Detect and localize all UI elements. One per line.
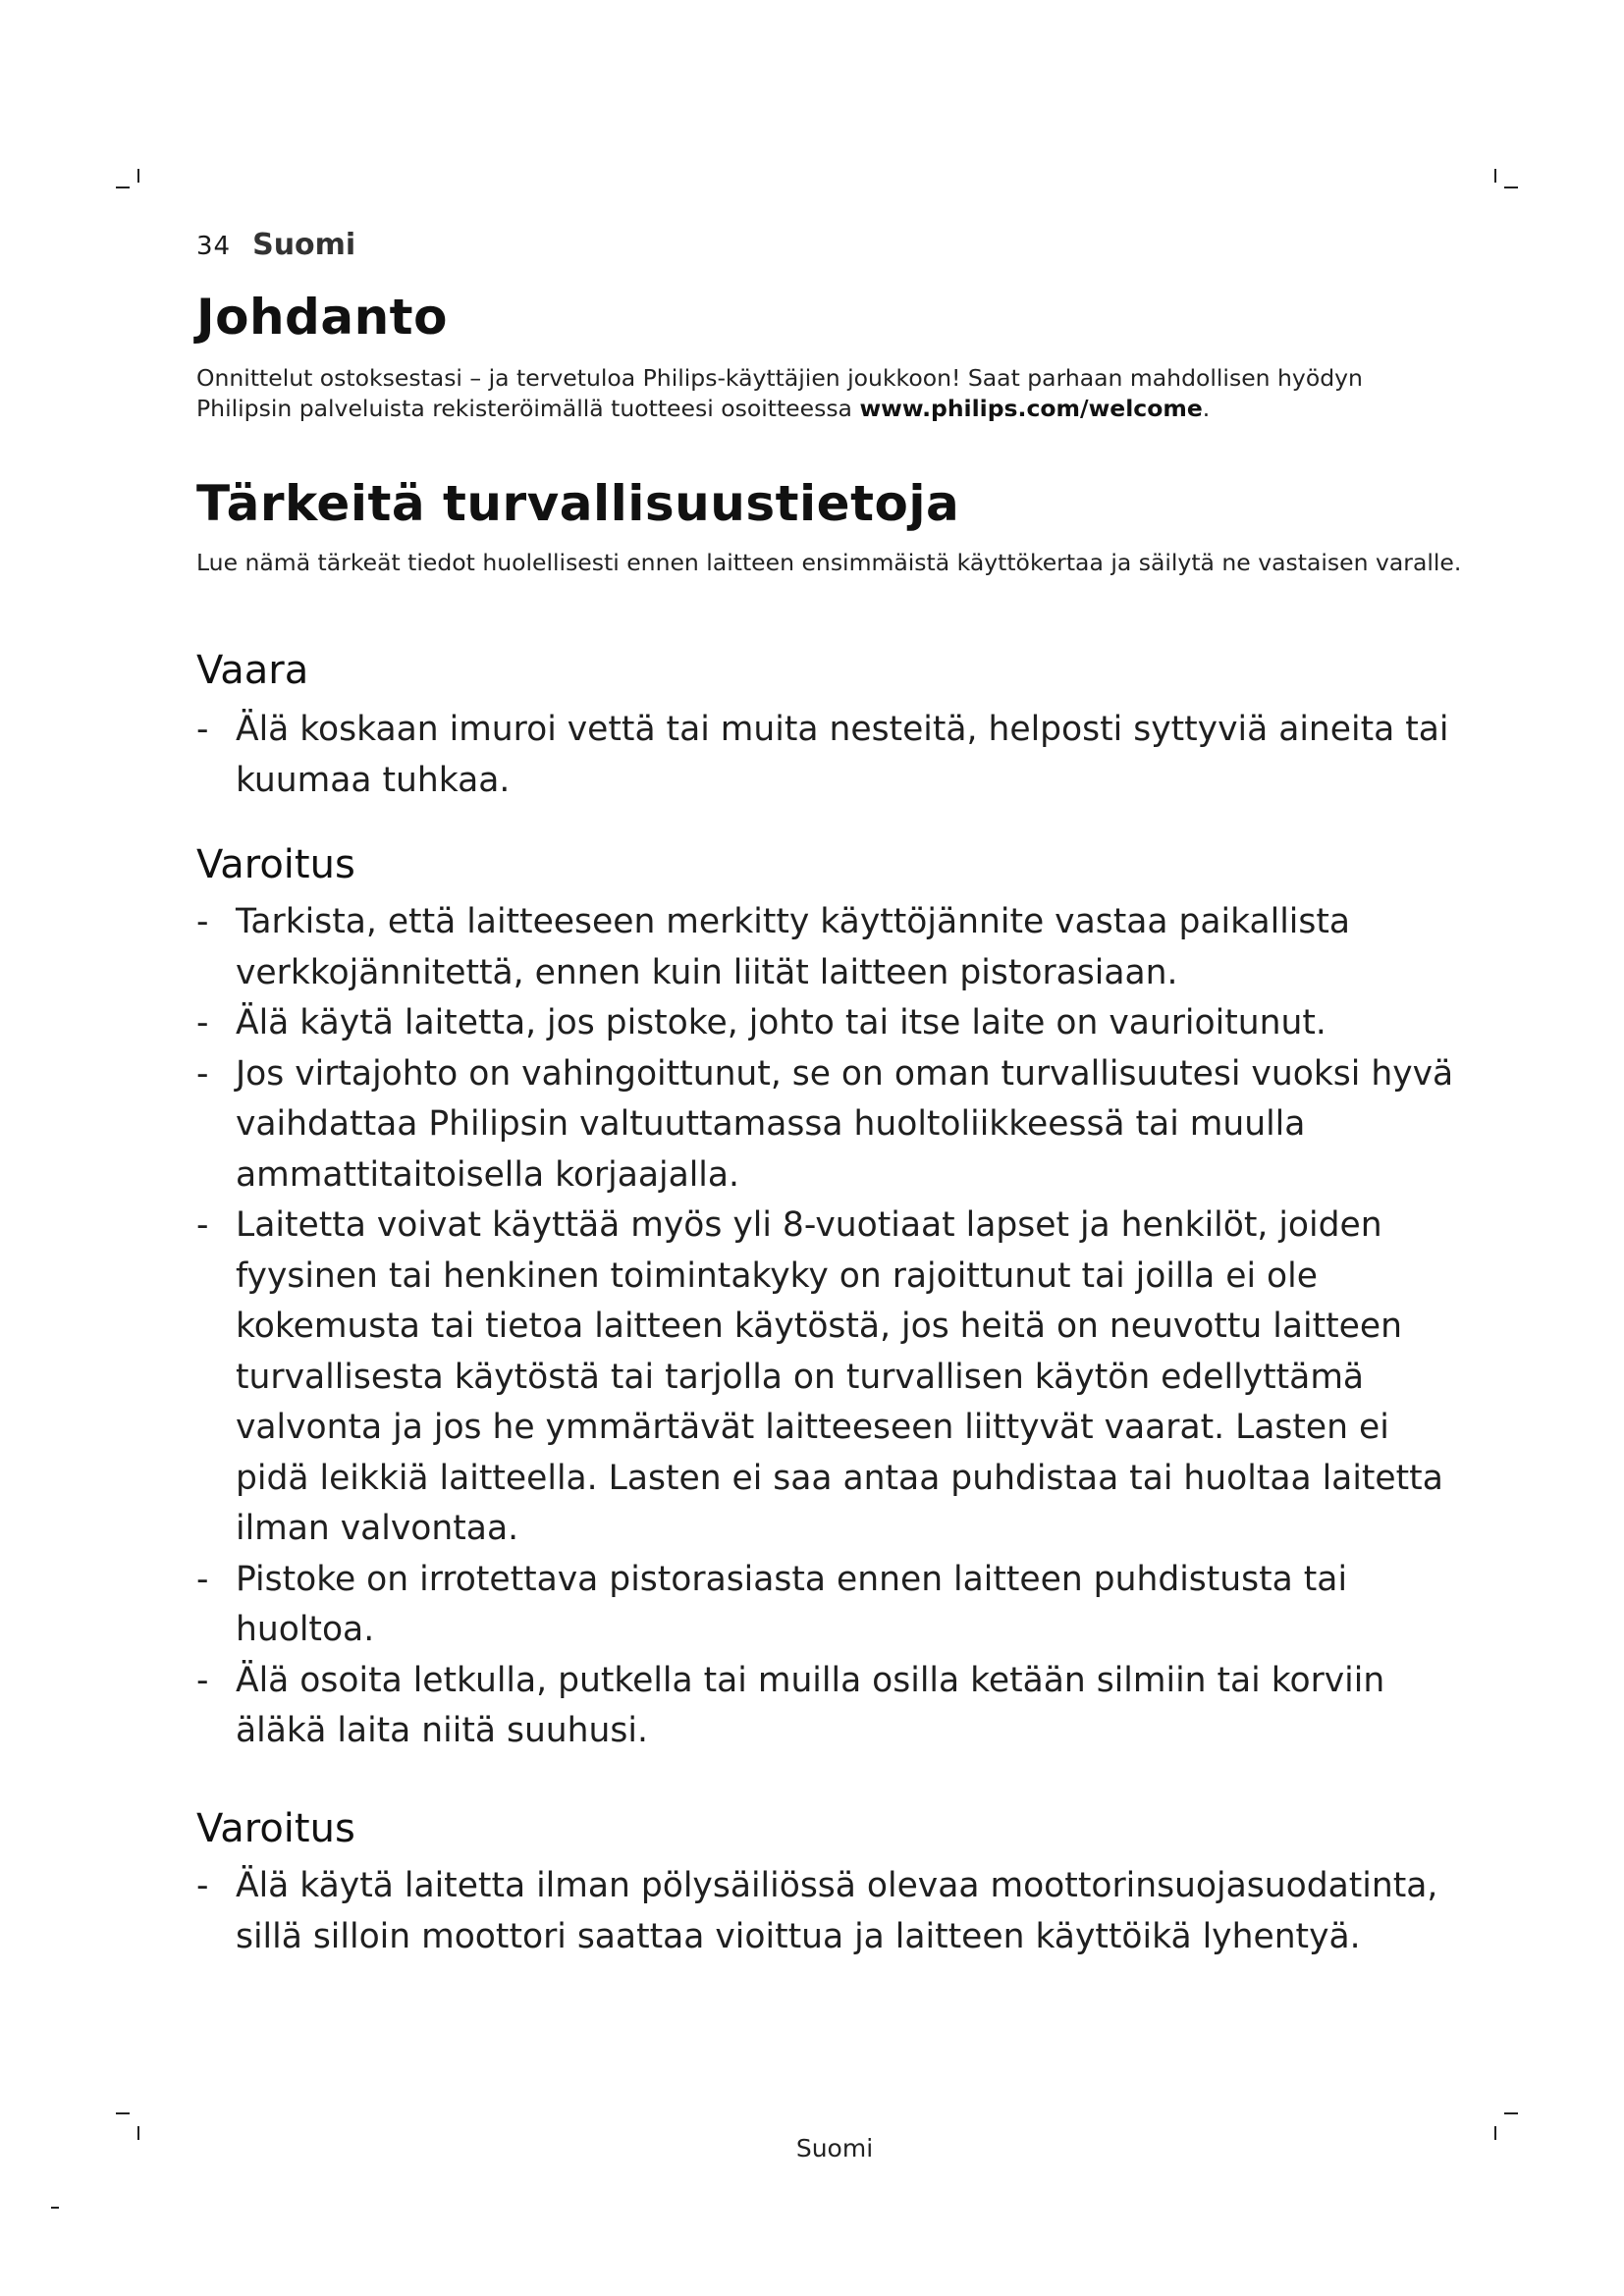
bullet-dash: -: [196, 1866, 209, 1905]
list-item: [196, 1049, 1473, 1201]
list-item: [196, 998, 1473, 1049]
bullet-dash: -: [196, 1660, 209, 1700]
crop-mark: [116, 2112, 130, 2114]
warning-list: [196, 897, 1473, 1757]
crop-mark: [1494, 2126, 1496, 2140]
safety-intro: Lue nämä tärkeät tiedot huolellisesti ennen laitteen ensimmäistä käyttökertaa ja säilytä ne vastaisen varalle.: [196, 549, 1462, 576]
safety-title: Tärkeitä turvallisuustietoja: [196, 475, 960, 532]
crop-mark: [137, 169, 139, 183]
list-item-text: Älä osoita letkulla, putkella tai muilla osilla ketään silmiin tai korviin äläkä laita niitä suuhusi.: [236, 1660, 1385, 1750]
intro-paragraph: [196, 363, 1463, 424]
crop-mark: [1504, 187, 1518, 188]
welcome-link[interactable]: www.philips.com/welcome: [859, 395, 1203, 422]
list-item: [196, 1656, 1473, 1757]
crop-mark: [137, 2126, 139, 2140]
intro-title: Johdanto: [196, 289, 448, 346]
caution-heading: Varoitus: [196, 1806, 355, 1851]
list-item-text: Älä koskaan imuroi vettä tai muita nesteitä, helposti syttyviä aineita tai kuumaa tuhkaa.: [236, 710, 1449, 800]
intro-text: Onnittelut ostoksestasi – ja tervetuloa Philips-käyttäjien joukkoon! Saat parhaan mahdollisen hyödyn Philipsin palveluista rekisteröimällä tuotteesi osoitteessa: [196, 364, 1363, 422]
danger-heading: Vaara: [196, 648, 309, 693]
bullet-dash: -: [196, 1003, 209, 1042]
bullet-dash: -: [196, 1205, 209, 1245]
list-item-text: Tarkista, että laitteeseen merkitty käyttöjännite vastaa paikallista verkkojännitettä, ennen kuin liität laitteen pistorasiaan.: [236, 902, 1351, 992]
bullet-dash: -: [196, 1053, 209, 1094]
bullet-dash: -: [196, 1559, 209, 1599]
list-item: [196, 1861, 1473, 1962]
crop-mark: [1494, 169, 1496, 183]
list-item-text: Älä käytä laitetta, jos pistoke, johto tai itse laite on vaurioitunut.: [236, 1003, 1326, 1042]
crop-mark: [1504, 2112, 1518, 2114]
danger-list: [196, 705, 1473, 806]
bullet-dash: -: [196, 902, 209, 941]
crop-mark: [51, 2207, 59, 2209]
caution-list: [196, 1861, 1473, 1962]
list-item-text: Älä käytä laitetta ilman pölysäiliössä olevaa moottorinsuojasuodatinta, sillä silloin moottori saattaa vioittua ja laitteen käyttöikä lyhentyä.: [236, 1866, 1438, 1956]
list-item-text: Jos virtajohto on vahingoittunut, se on oman turvallisuutesi vuoksi hyvä vaihdattaa Philipsin valtuuttamassa huoltoliikkeessä tai muulla ammattitaitoisella korjaajalla.: [236, 1053, 1454, 1195]
list-item: [196, 1555, 1473, 1656]
page-number: 34: [196, 232, 232, 261]
list-item: [196, 897, 1473, 998]
list-item-text: Pistoke on irrotettava pistorasiasta ennen laitteen puhdistusta tai huoltoa.: [236, 1559, 1348, 1649]
intro-text-end: .: [1202, 395, 1211, 422]
running-header: [196, 228, 355, 262]
warning-heading: Varoitus: [196, 842, 355, 887]
page-footer: Suomi: [795, 2134, 874, 2163]
bullet-dash: -: [196, 710, 209, 749]
crop-mark: [116, 187, 130, 188]
list-item-text: Laitetta voivat käyttää myös yli 8-vuotiaat lapset ja henkilöt, joiden fyysinen tai henkinen toimintakyky on rajoittunut tai joilla ei ole kokemusta tai tietoa laitteen käytöstä, jos heitä on neuvottu laitteen turvallisesta käytöstä tai tarjolla on turvallisen käytön edellyttämä valvonta ja jos he ymmärtävät laitteeseen liittyvät vaarat. Lasten ei pidä leikkiä laitteella. Lasten ei saa antaa puhdistaa tai huoltaa laitetta ilman valvontaa.: [236, 1205, 1443, 1548]
header-language: Suomi: [252, 228, 356, 262]
list-item: [196, 1201, 1473, 1555]
list-item: [196, 705, 1473, 806]
